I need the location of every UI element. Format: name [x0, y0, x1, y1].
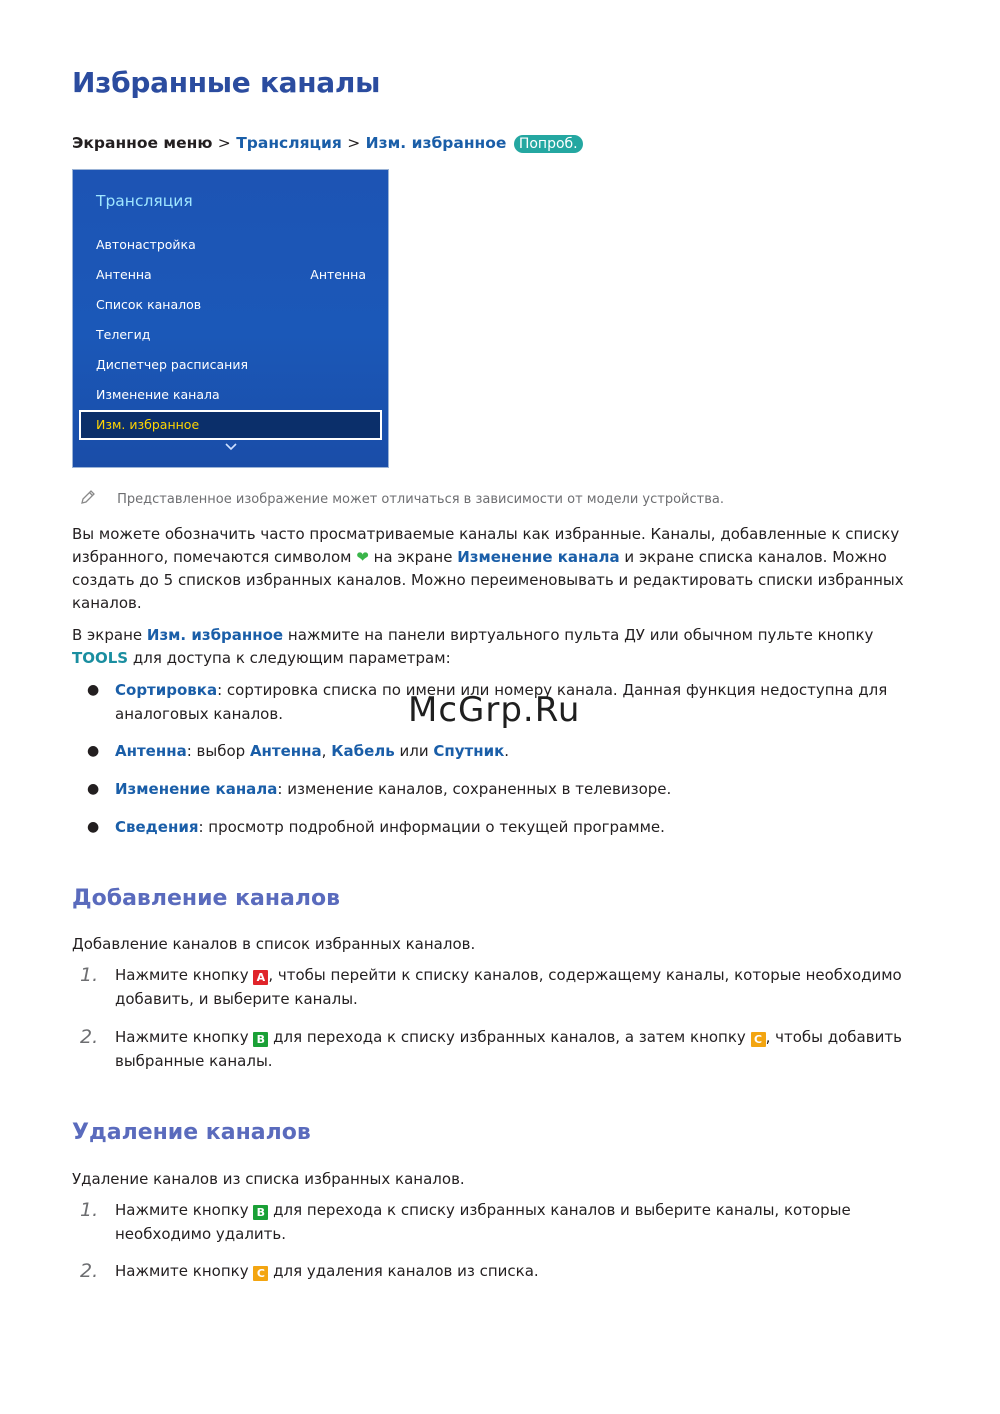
tv-menu-item-label: Автонастройка	[96, 237, 196, 252]
breadcrumb	[72, 134, 583, 153]
option-end: .	[504, 742, 510, 760]
tv-menu-item-edit-favorites	[79, 410, 382, 440]
intro-text: и экране списка каналов. Можно создать до 5 списков избранных каналов. Можно переименовывать и редактировать списки избранных каналов.	[72, 548, 904, 612]
option-description: : сортировка списка по имени или номеру канала. Данная функция недоступна для аналоговых каналов.	[115, 681, 888, 723]
yellow-c-button-icon: C	[751, 1032, 766, 1047]
breadcrumb-separator: >	[347, 134, 361, 152]
yellow-c-button-icon: C	[253, 1266, 268, 1281]
edit-favorites-link: Изм. избранное	[146, 626, 284, 644]
intro-text: на экране	[373, 548, 453, 566]
tools-text: для доступа к следующим параметрам:	[132, 649, 451, 667]
option-description: : изменение каналов, сохраненных в телевизоре.	[277, 780, 672, 798]
page-title: Избранные каналы	[72, 66, 381, 99]
option-description: : выбор	[186, 742, 246, 760]
section-title-add: Добавление каналов	[72, 886, 341, 911]
tv-menu-item-label: Изм. избранное	[96, 417, 200, 432]
breadcrumb-link-broadcast[interactable]: Трансляция	[236, 134, 342, 152]
tv-menu-item-schedule-manager	[96, 357, 366, 377]
heart-icon: ❤	[356, 548, 369, 566]
step-text: Нажмите кнопку	[115, 1028, 249, 1046]
red-a-button-icon: A	[253, 970, 268, 985]
step-text: для удаления каналов из списка.	[273, 1262, 539, 1280]
tools-text: нажмите на панели виртуального пульта ДУ или обычном пульте кнопку	[287, 626, 874, 644]
section-desc-remove: Удаление каналов из списка избранных каналов.	[72, 1170, 465, 1188]
tv-menu-item-edit-channel	[96, 387, 366, 407]
option-edit-channel: Изменение канала	[115, 780, 278, 798]
note	[78, 488, 724, 507]
option-sort: Сортировка	[115, 681, 218, 699]
step-number: 2.	[80, 1260, 99, 1282]
section-title-remove: Удаление каналов	[72, 1120, 311, 1145]
breadcrumb-root: Экранное меню	[72, 134, 213, 152]
option-value-antenna: Антенна	[249, 742, 322, 760]
bullet-icon: ●	[87, 743, 100, 759]
tv-menu-item-label: Диспетчер расписания	[96, 357, 249, 372]
chevron-down-icon	[223, 442, 239, 452]
bullet-icon: ●	[87, 781, 100, 797]
step-number: 2.	[80, 1026, 99, 1048]
tv-menu-item-guide	[96, 327, 366, 347]
tv-menu-title: Трансляция	[96, 192, 193, 210]
option-separator: ,	[321, 742, 327, 760]
tv-menu-item-label: Телегид	[96, 327, 151, 342]
tv-menu-item-label: Антенна	[96, 267, 152, 282]
try-now-button[interactable]: Попроб.	[514, 135, 583, 153]
step-text: , чтобы добавить выбранные каналы.	[115, 1028, 902, 1070]
option-description: : просмотр подробной информации о текущей программе.	[198, 818, 665, 836]
intro-paragraph	[72, 523, 932, 615]
tools-text: В экране	[72, 626, 143, 644]
intro-text: Вы можете обозначить часто просматриваемые каналы как избранные. Каналы, добавленные к списку избранного, помечаются символом	[72, 525, 900, 566]
step-text: Нажмите кнопку	[115, 966, 249, 984]
bullet-icon: ●	[87, 682, 100, 698]
step-number: 1.	[80, 1199, 99, 1221]
step-text: , чтобы перейти к списку каналов, содержащему каналы, которые необходимо добавить, и выберите каналы.	[115, 966, 902, 1008]
section-desc-add: Добавление каналов в список избранных каналов.	[72, 935, 476, 953]
note-text: Представленное изображение может отличаться в зависимости от модели устройства.	[117, 492, 724, 507]
option-value-cable: Кабель	[331, 742, 395, 760]
edit-channel-link: Изменение канала	[457, 548, 620, 566]
tv-menu-item-antenna	[96, 267, 366, 287]
step-text: для перехода к списку избранных каналов, а затем кнопку	[273, 1028, 746, 1046]
tv-menu-item-auto-tuning	[96, 237, 366, 257]
watermark: McGrp.Ru	[408, 690, 581, 730]
step-text: Нажмите кнопку	[115, 1262, 249, 1280]
option-antenna: Антенна	[115, 742, 187, 760]
option-separator: или	[399, 742, 429, 760]
step-text: для перехода к списку избранных каналов и выберите каналы, которые необходимо удалить.	[115, 1201, 851, 1243]
breadcrumb-link-edit-favorites[interactable]: Изм. избранное	[365, 134, 507, 152]
option-info: Сведения	[115, 818, 199, 836]
pencil-icon	[78, 488, 98, 506]
step-number: 1.	[80, 964, 99, 986]
breadcrumb-separator: >	[217, 134, 231, 152]
step-text: Нажмите кнопку	[115, 1201, 249, 1219]
tv-menu-screenshot	[72, 169, 389, 468]
green-b-button-icon: B	[253, 1205, 268, 1220]
tools-paragraph	[72, 624, 932, 670]
tools-button-label: TOOLS	[72, 649, 129, 667]
green-b-button-icon: B	[253, 1032, 268, 1047]
option-value-satellite: Спутник	[433, 742, 505, 760]
tv-menu-item-value: Антенна	[310, 267, 366, 282]
tv-menu-item-channel-list	[96, 297, 366, 317]
bullet-icon: ●	[87, 819, 100, 835]
tv-menu-item-label: Изменение канала	[96, 387, 220, 402]
tv-menu-item-label: Список каналов	[96, 297, 202, 312]
